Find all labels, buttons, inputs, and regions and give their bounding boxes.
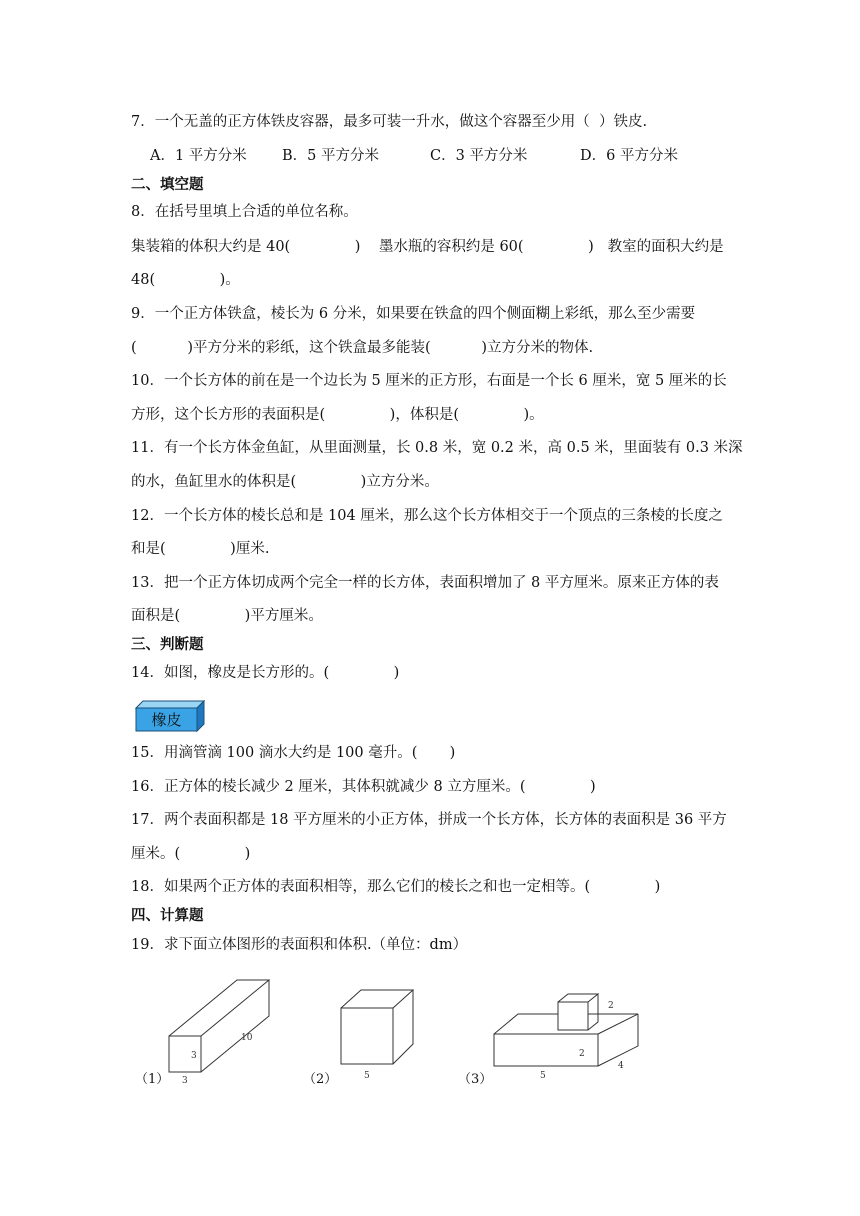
- fig1-length-label: 10: [241, 1033, 253, 1043]
- figure-1-label: （1）: [135, 1072, 170, 1087]
- question-9-line-2: ( )平方分米的彩纸，这个铁盒最多能装( )立方分米的物体.: [131, 340, 594, 356]
- question-14-stem: 14．如图，橡皮是长方形的。( ): [131, 665, 400, 681]
- question-17-line-1: 17．两个表面积都是 18 平方厘米的小正方体，拼成一个长方体，长方体的表面积是 36 平方: [131, 812, 727, 828]
- eraser-top-face: [136, 701, 204, 708]
- question-16: 16．正方体的棱长减少 2 厘米，其体积就减少 8 立方厘米。( ): [131, 779, 596, 795]
- question-10-line-1: 10．一个长方体的前在是一个边长为 5 厘米的正方形，右面是一个长 6 厘米，宽 5 厘米的长: [131, 373, 727, 389]
- question-9-line-1: 9．一个正方体铁盒，棱长为 6 分米，如果要在铁盒的四个侧面糊上彩纸，那么至少需要: [131, 306, 696, 322]
- question-10-line-2: 方形，这个长方形的表面积是( )，体积是( )。: [131, 407, 544, 423]
- fig1-right-face: [201, 980, 269, 1072]
- question-8-stem: 8．在括号里填上合适的单位名称。: [131, 204, 358, 220]
- eraser-label: 橡皮: [151, 711, 182, 729]
- question-7-option-b: B．5 平方分米: [282, 148, 379, 164]
- fig3-top-cube-side: [588, 994, 598, 1030]
- question-15: 15．用滴管滴 100 滴水大约是 100 毫升。( ): [131, 745, 456, 761]
- fig1-top-face: [169, 980, 269, 1036]
- question-8-line-2: 48( )。: [131, 272, 240, 288]
- question-8-line-1: 集装箱的体积大约是 40( ) 墨水瓶的容积约是 60( ) 教室的面积大约是: [131, 239, 724, 255]
- fig3-top-cube-front: [558, 1002, 588, 1030]
- section-heading-fill-blank: 二、填空题: [131, 177, 204, 193]
- question-13-line-1: 13．把一个正方体切成两个完全一样的长方体，表面积增加了 8 平方厘米。原来正方体的表: [131, 575, 719, 591]
- fig2-front-face: [341, 1008, 393, 1064]
- fig2-right-face: [393, 990, 413, 1064]
- section-heading-judge: 三、判断题: [131, 637, 204, 653]
- fig2-top-face: [341, 990, 413, 1008]
- fig1-height-label: 3: [191, 1051, 197, 1061]
- question-7-option-c: C．3 平方分米: [430, 148, 528, 164]
- fig2-edge-label: 5: [364, 1071, 370, 1081]
- question-19-stem: 19．求下面立体图形的表面积和体积.（单位：dm）: [131, 937, 468, 953]
- question-17-line-2: 厘米。( ): [131, 846, 251, 862]
- section-heading-calculation: 四、计算题: [131, 908, 204, 924]
- figure-3-label: （3）: [458, 1072, 493, 1087]
- fig3-depth-label: 4: [618, 1061, 624, 1071]
- question-11-line-2: 的水，鱼缸里水的体积是( )立方分米。: [131, 474, 439, 490]
- fig3-height-label: 2: [579, 1049, 585, 1059]
- figure-1-long-prism: [165, 978, 275, 1088]
- fig3-top-cube-top: [558, 994, 598, 1002]
- figure-2-cube: [335, 978, 425, 1088]
- question-13-line-2: 面积是( )平方厘米。: [131, 608, 323, 624]
- question-12-line-1: 12．一个长方体的棱长总和是 104 厘米，那么这个长方体相交于一个顶点的三条棱的长度之: [131, 508, 723, 524]
- fig3-length-label: 5: [540, 1071, 546, 1081]
- eraser-illustration: [134, 699, 208, 733]
- question-7-option-a: A．1 平方分米: [150, 148, 247, 164]
- fig3-top-cube-label: 2: [608, 1001, 614, 1011]
- figure-3-composite-solid: [490, 978, 650, 1088]
- question-18: 18．如果两个正方体的表面积相等，那么它们的棱长之和也一定相等。( ): [131, 879, 661, 895]
- question-12-line-2: 和是( )厘米.: [131, 541, 270, 557]
- question-11-line-1: 11．有一个长方体金鱼缸，从里面测量，长 0.8 米，宽 0.2 米，高 0.5 米，里面装有 0.3 米深: [131, 440, 743, 456]
- fig1-width-label: 3: [182, 1076, 188, 1086]
- figure-2-label: （2）: [303, 1072, 338, 1087]
- question-7-stem: 7．一个无盖的正方体铁皮容器，最多可装一升水，做这个容器至少用（ ）铁皮.: [131, 114, 648, 130]
- question-7-option-d: D．6 平方分米: [580, 148, 678, 164]
- fig3-base-right-face: [598, 1014, 638, 1066]
